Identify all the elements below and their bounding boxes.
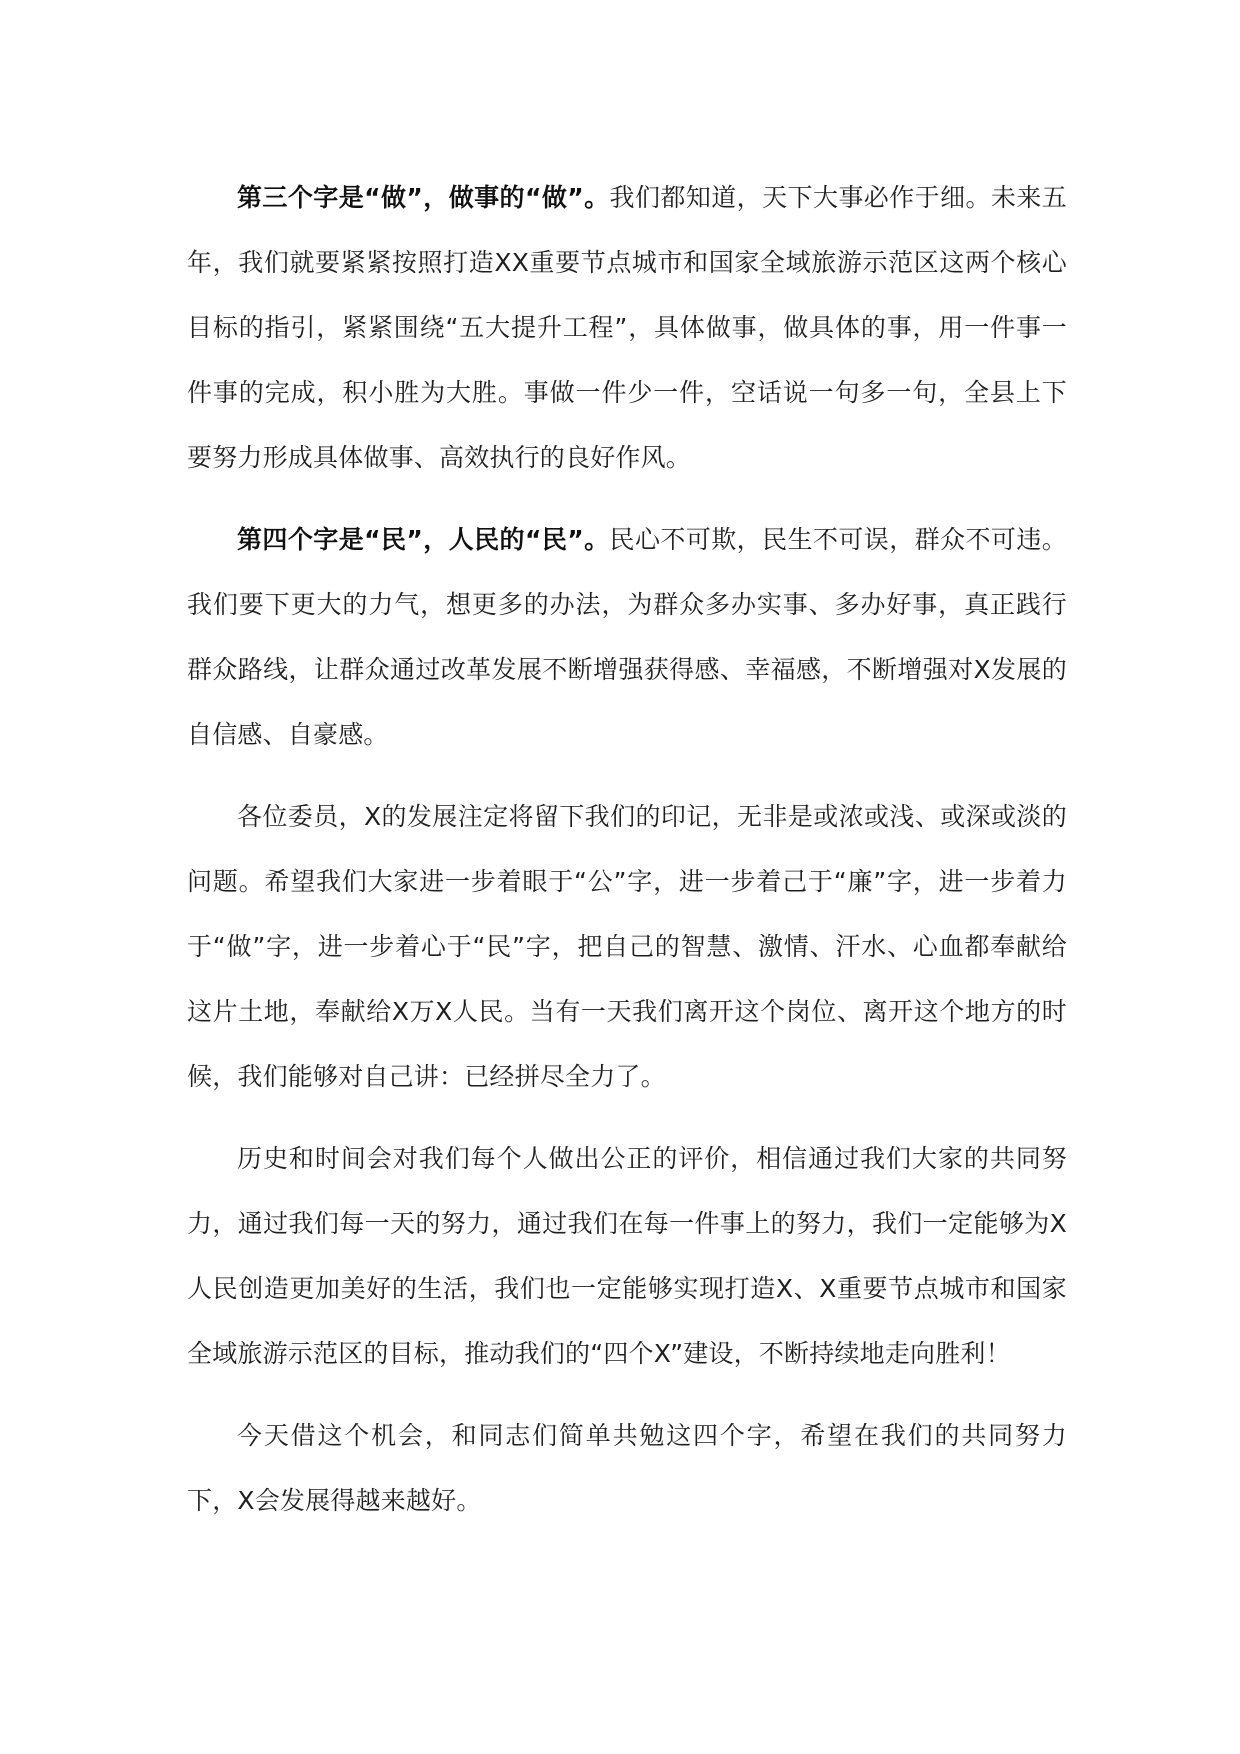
paragraph-closing [187, 1403, 1067, 1533]
paragraph-text: 各位委员，X的发展注定将留下我们的印记，无非是或浓或浅、或深或淡的问题。希望我们大家进一步着眼于“公”字，进一步着己于“廉”字，进一步着力于“做”字，进一步着心于“民”字，把自己的智慧、激情、汗水、心血都奉献给这片土地，奉献给X万X人民。当有一天我们离开这个岗位、离开这个地方的时候，我们能够对自己讲：已经拼尽全力了。 [187, 802, 1067, 1091]
paragraph-text: 民心不可欺，民生不可误，群众不可违。我们要下更大的力气，想更多的办法，为群众多办实事、多办好事，真正践行群众路线，让群众通过改革发展不断增强获得感、幸福感，不断增强对X发展的自信感、自豪感。 [187, 525, 1067, 749]
paragraph-text: 历史和时间会对我们每个人做出公正的评价，相信通过我们大家的共同努力，通过我们每一天的努力，通过我们在每一件事上的努力，我们一定能够为X人民创造更加美好的生活，我们也一定能够实现打造X、X重要节点城市和国家全域旅游示范区的目标，推动我们的“四个X”建设，不断持续地走向胜利！ [187, 1144, 1067, 1368]
paragraph-text: 今天借这个机会，和同志们简单共勉这四个字，希望在我们的共同努力下，X会发展得越来越好。 [187, 1421, 1067, 1515]
paragraph-members [187, 784, 1067, 1109]
document-body [187, 165, 1067, 1550]
paragraph-history [187, 1126, 1067, 1386]
paragraph-text: 我们都知道，天下大事必作于细。未来五年，我们就要紧紧按照打造XX重要节点城市和国家全域旅游示范区这两个核心目标的指引，紧紧围绕“五大提升工程”，具体做事，做具体的事，用一件事一件事的完成，积小胜为大胜。事做一件少一件，空话说一句多一句，全县上下要努力形成具体做事、高效执行的良好作风。 [187, 183, 1067, 472]
paragraph-lead: 第四个字是“民”，人民的“民”。 [237, 525, 610, 554]
paragraph-zuo [187, 165, 1067, 490]
paragraph-min [187, 507, 1067, 767]
paragraph-lead: 第三个字是“做”，做事的“做”。 [237, 183, 610, 212]
